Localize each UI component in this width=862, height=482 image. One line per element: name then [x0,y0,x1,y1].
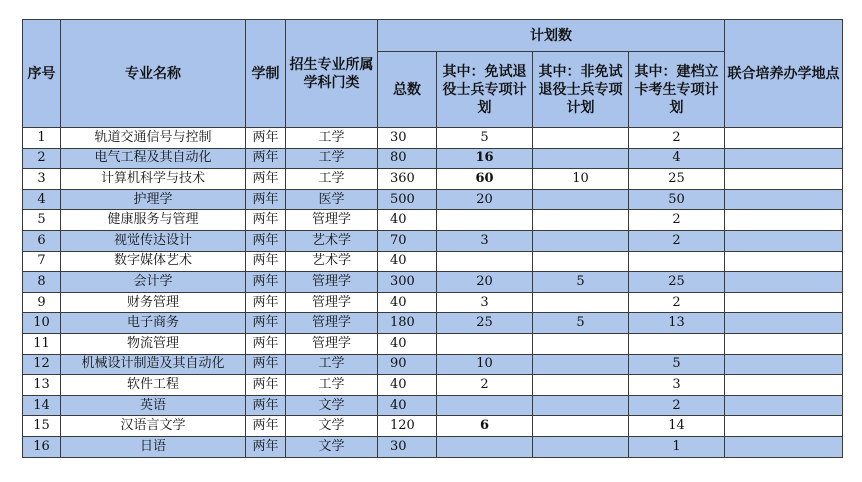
cell-duration: 两年 [246,189,286,210]
cell-no: 13 [23,375,61,396]
cell-major: 健康服务与管理 [61,210,246,231]
cell-poor: 25 [629,272,725,293]
table-row [23,436,843,457]
cell-no: 5 [23,210,61,231]
cell-total: 40 [378,210,437,231]
cell-site [725,416,843,437]
cell-discipline: 工学 [286,148,378,169]
cell-nonexempt [533,395,629,416]
header-total: 总数 [378,52,437,128]
cell-major: 财务管理 [61,292,246,313]
cell-total: 40 [378,395,437,416]
cell-major: 会计学 [61,272,246,293]
cell-exempt: 3 [437,230,533,251]
cell-poor: 13 [629,313,725,334]
cell-exempt: 6 [437,416,533,437]
cell-discipline: 工学 [286,128,378,149]
cell-exempt: 10 [437,354,533,375]
cell-no: 3 [23,169,61,190]
cell-major: 机械设计制造及其自动化 [61,354,246,375]
table-row [23,169,843,190]
cell-major: 汉语言文学 [61,416,246,437]
cell-poor: 5 [629,354,725,375]
header-exempt-veterans: 其中：免试退役士兵专项计划 [437,52,533,128]
cell-nonexempt [533,292,629,313]
table-row [23,313,843,334]
cell-site [725,375,843,396]
header-duration: 学制 [246,20,286,128]
table-row [23,251,843,272]
cell-major: 软件工程 [61,375,246,396]
cell-discipline: 工学 [286,375,378,396]
cell-duration: 两年 [246,272,286,293]
table-row [23,333,843,354]
cell-total: 40 [378,292,437,313]
cell-discipline: 艺术学 [286,230,378,251]
cell-duration: 两年 [246,313,286,334]
cell-exempt: 20 [437,189,533,210]
cell-discipline: 管理学 [286,292,378,313]
cell-exempt [437,333,533,354]
cell-site [725,272,843,293]
table-row [23,272,843,293]
cell-discipline: 工学 [286,169,378,190]
cell-site [725,189,843,210]
cell-nonexempt [533,230,629,251]
cell-major: 电气工程及其自动化 [61,148,246,169]
cell-discipline: 医学 [286,189,378,210]
header-poor-households: 其中：建档立卡考生专项计划 [629,52,725,128]
cell-major: 电子商务 [61,313,246,334]
cell-major: 日语 [61,436,246,457]
cell-no: 16 [23,436,61,457]
header-major: 专业名称 [61,20,246,128]
header-joint-site: 联合培养办学地点 [725,20,843,128]
cell-poor: 1 [629,436,725,457]
cell-poor: 2 [629,292,725,313]
cell-duration: 两年 [246,436,286,457]
cell-poor: 14 [629,416,725,437]
cell-duration: 两年 [246,148,286,169]
cell-nonexempt [533,375,629,396]
cell-nonexempt: 5 [533,272,629,293]
cell-exempt: 25 [437,313,533,334]
cell-nonexempt [533,354,629,375]
cell-no: 1 [23,128,61,149]
cell-nonexempt [533,210,629,231]
cell-no: 15 [23,416,61,437]
cell-poor: 3 [629,375,725,396]
cell-discipline: 管理学 [286,210,378,231]
cell-major: 数字媒体艺术 [61,251,246,272]
cell-poor: 2 [629,395,725,416]
table-row [23,375,843,396]
cell-duration: 两年 [246,128,286,149]
cell-poor [629,333,725,354]
cell-site [725,251,843,272]
cell-discipline: 文学 [286,436,378,457]
cell-site [725,230,843,251]
cell-nonexempt: 5 [533,313,629,334]
table-row [23,230,843,251]
cell-no: 8 [23,272,61,293]
cell-discipline: 艺术学 [286,251,378,272]
cell-no: 10 [23,313,61,334]
enrollment-plan-table [22,19,843,458]
cell-poor [629,251,725,272]
cell-duration: 两年 [246,416,286,437]
cell-poor: 50 [629,189,725,210]
cell-nonexempt [533,189,629,210]
header-nonexempt-veterans: 其中：非免试退役士兵专项计划 [533,52,629,128]
cell-duration: 两年 [246,292,286,313]
cell-discipline: 工学 [286,354,378,375]
cell-exempt: 3 [437,292,533,313]
cell-no: 9 [23,292,61,313]
cell-exempt: 2 [437,375,533,396]
cell-poor: 2 [629,210,725,231]
cell-discipline: 管理学 [286,272,378,293]
header-plan-group: 计划数 [378,20,725,52]
cell-nonexempt [533,128,629,149]
cell-duration: 两年 [246,333,286,354]
cell-no: 4 [23,189,61,210]
cell-site [725,210,843,231]
table-row [23,189,843,210]
cell-duration: 两年 [246,210,286,231]
cell-nonexempt: 10 [533,169,629,190]
cell-exempt: 5 [437,128,533,149]
cell-duration: 两年 [246,375,286,396]
cell-total: 500 [378,189,437,210]
cell-no: 6 [23,230,61,251]
cell-exempt [437,436,533,457]
table-row [23,148,843,169]
cell-exempt [437,210,533,231]
cell-discipline: 文学 [286,395,378,416]
cell-no: 2 [23,148,61,169]
cell-nonexempt [533,333,629,354]
table-body [23,128,843,458]
cell-nonexempt [533,436,629,457]
cell-major: 物流管理 [61,333,246,354]
cell-duration: 两年 [246,251,286,272]
cell-discipline: 管理学 [286,313,378,334]
cell-discipline: 管理学 [286,333,378,354]
cell-site [725,169,843,190]
cell-no: 14 [23,395,61,416]
cell-total: 30 [378,128,437,149]
cell-discipline: 文学 [286,416,378,437]
cell-total: 40 [378,375,437,396]
cell-site [725,333,843,354]
cell-exempt [437,251,533,272]
cell-total: 30 [378,436,437,457]
header-discipline: 招生专业所属学科门类 [286,20,378,128]
cell-no: 12 [23,354,61,375]
cell-duration: 两年 [246,230,286,251]
cell-poor: 2 [629,128,725,149]
cell-total: 80 [378,148,437,169]
cell-site [725,128,843,149]
cell-total: 70 [378,230,437,251]
table-row [23,128,843,149]
cell-site [725,354,843,375]
cell-nonexempt [533,416,629,437]
cell-major: 轨道交通信号与控制 [61,128,246,149]
cell-site [725,436,843,457]
cell-total: 40 [378,251,437,272]
table-row [23,210,843,231]
cell-exempt: 60 [437,169,533,190]
cell-total: 300 [378,272,437,293]
cell-nonexempt [533,251,629,272]
cell-duration: 两年 [246,354,286,375]
cell-major: 计算机科学与技术 [61,169,246,190]
cell-site [725,395,843,416]
cell-total: 180 [378,313,437,334]
cell-duration: 两年 [246,395,286,416]
table-row [23,416,843,437]
cell-total: 40 [378,333,437,354]
table-row [23,292,843,313]
cell-nonexempt [533,148,629,169]
cell-total: 360 [378,169,437,190]
cell-site [725,292,843,313]
cell-total: 90 [378,354,437,375]
cell-major: 视觉传达设计 [61,230,246,251]
cell-major: 英语 [61,395,246,416]
cell-poor: 4 [629,148,725,169]
cell-no: 11 [23,333,61,354]
table-row [23,354,843,375]
cell-major: 护理学 [61,189,246,210]
cell-site [725,313,843,334]
cell-exempt: 16 [437,148,533,169]
cell-site [725,148,843,169]
header-no: 序号 [23,20,61,128]
cell-no: 7 [23,251,61,272]
cell-poor: 2 [629,230,725,251]
cell-exempt: 20 [437,272,533,293]
table-row [23,395,843,416]
cell-duration: 两年 [246,169,286,190]
cell-exempt [437,395,533,416]
cell-total: 120 [378,416,437,437]
cell-poor: 25 [629,169,725,190]
